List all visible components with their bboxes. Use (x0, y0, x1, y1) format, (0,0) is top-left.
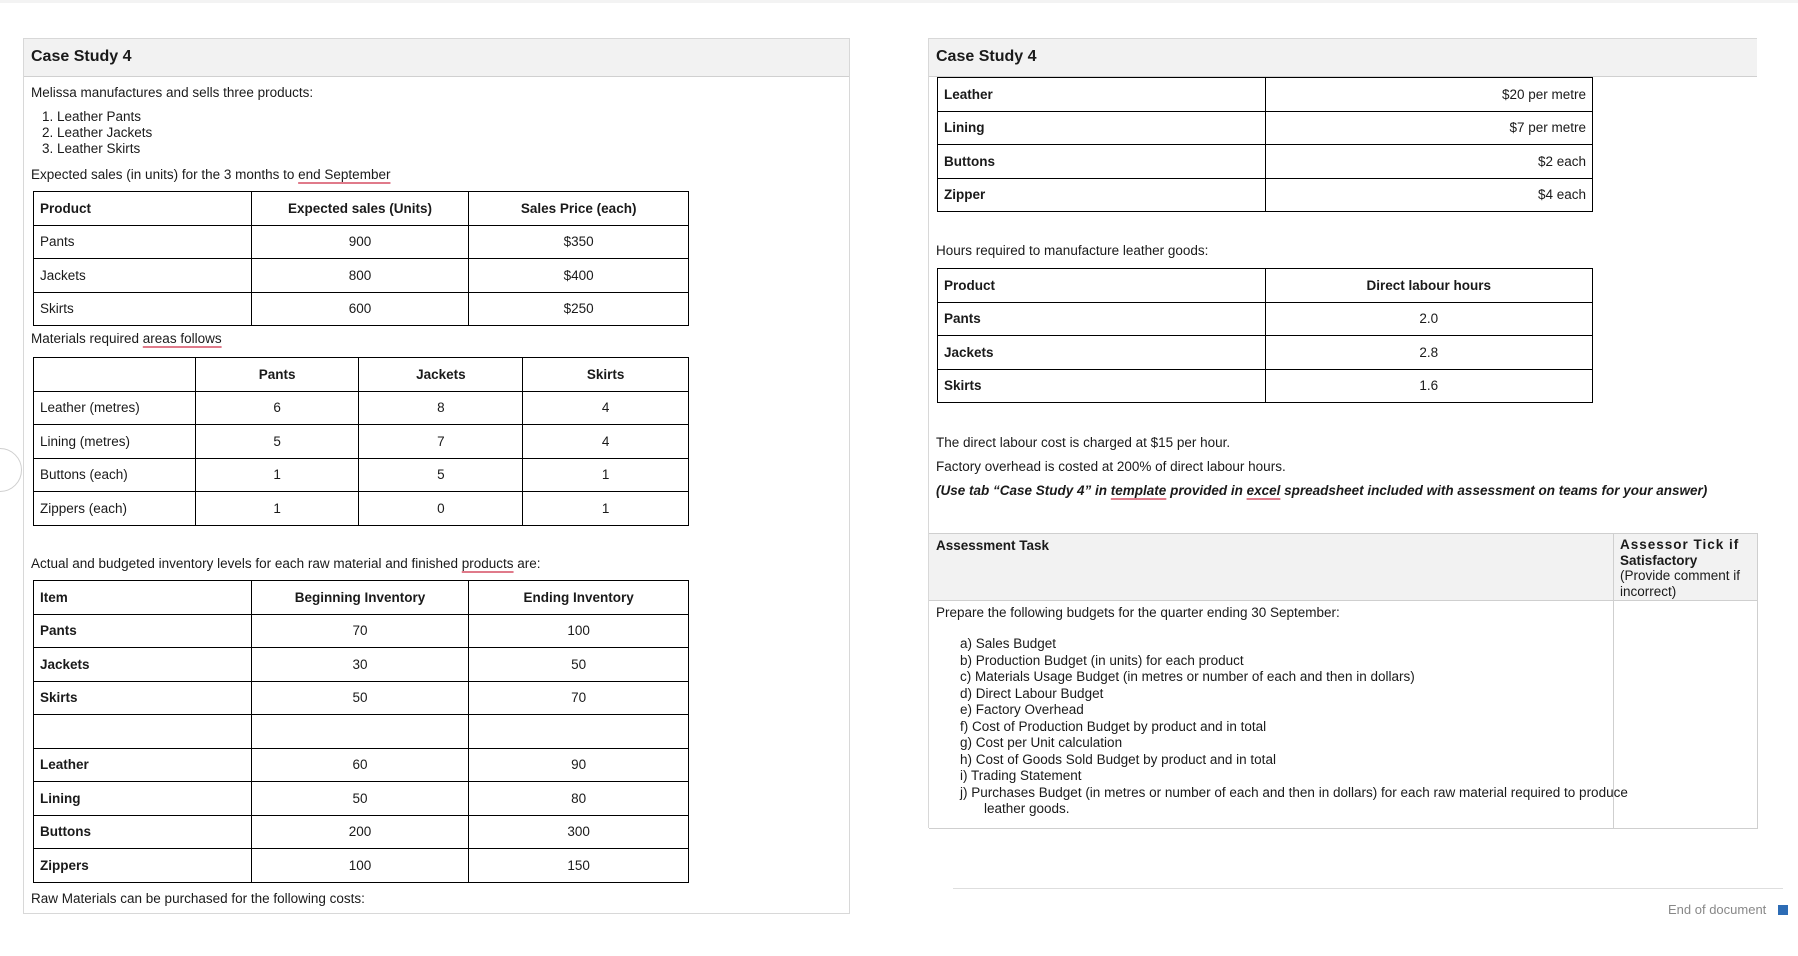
table-cell: Pants (34, 614, 252, 648)
end-divider (953, 888, 1783, 889)
sales-table (33, 191, 689, 326)
table-cell: 50 (251, 782, 469, 816)
right-page-title: Case Study 4 (929, 39, 1757, 77)
use-tab-text: provided in (1166, 483, 1247, 498)
table-row (34, 782, 689, 816)
table-row (34, 492, 689, 526)
raw-cost-table (937, 77, 1593, 212)
table-cell: 80 (469, 782, 689, 816)
table-cell: 4 (523, 425, 689, 459)
table-cell: 70 (251, 614, 469, 648)
table-cell: Buttons (34, 815, 252, 849)
table-cell: Buttons (each) (34, 458, 196, 492)
overhead-text: Factory overhead is costed at 200% of direct labour hours. (936, 459, 1286, 474)
task-item: b) Production Budget (in units) for each product (960, 652, 1244, 668)
table-cell: Zippers (each) (34, 492, 196, 526)
table-cell: Jackets (938, 336, 1266, 370)
materials-caption (31, 331, 222, 347)
table-cell: 1 (523, 458, 689, 492)
inventory-caption-underlined: products (461, 556, 514, 571)
table-cell: 100 (251, 849, 469, 883)
table-cell: Skirts (938, 369, 1266, 403)
use-tab-underlined: template (1110, 483, 1167, 498)
table-cell: Leather (938, 78, 1266, 112)
table-row (938, 78, 1593, 112)
table-cell: 2.0 (1265, 302, 1593, 336)
table-cell: 7 (359, 425, 523, 459)
sales-caption (31, 167, 390, 183)
table-row (34, 225, 689, 259)
table-row (938, 336, 1593, 370)
table-header-row (938, 269, 1593, 303)
task-item: j) Purchases Budget (in metres or number of each and then in dollars) for each raw material required to produce (960, 784, 1628, 800)
table-cell: 50 (251, 681, 469, 715)
table-header-cell: Direct labour hours (1265, 269, 1593, 303)
table-header-row (34, 192, 689, 226)
table-cell: 1 (195, 492, 359, 526)
task-item: d) Direct Labour Budget (960, 685, 1104, 701)
table-row (34, 681, 689, 715)
table-cell: 600 (251, 292, 469, 326)
table-cell: Lining (938, 111, 1266, 145)
product-list (31, 109, 152, 157)
table-cell: Skirts (34, 292, 252, 326)
task-item: i) Trading Statement (960, 768, 1082, 783)
left-page (23, 38, 850, 914)
materials-caption-underlined: areas follows (142, 331, 222, 346)
assessment-task-header: Assessment Task (936, 538, 1050, 553)
prepare-text: Prepare the following budgets for the quarter ending 30 September: (936, 605, 1340, 620)
raw-materials-caption: Raw Materials can be purchased for the following costs: (31, 891, 365, 906)
task-item: h) Cost of Goods Sold Budget by product and in total (960, 751, 1276, 767)
table-cell: 4 (523, 391, 689, 425)
table-header-cell: Beginning Inventory (251, 581, 469, 615)
table-cell: $4 each (1265, 178, 1593, 212)
labour-hours-table (937, 268, 1593, 403)
sales-caption-text: Expected sales (in units) for the 3 months to (31, 167, 299, 182)
table-cell (34, 715, 252, 749)
task-item-continued: leather goods. (984, 801, 1070, 816)
inventory-caption-text: Actual and budgeted inventory levels for each raw material and finished (31, 556, 462, 571)
table-cell: Skirts (34, 681, 252, 715)
table-cell: 900 (251, 225, 469, 259)
table-row (938, 145, 1593, 179)
top-edge (0, 0, 1798, 3)
table-header-row (34, 358, 689, 392)
table-header-cell: Sales Price (each) (469, 192, 689, 226)
assessor-header (1620, 537, 1740, 599)
table-header-cell: Product (34, 192, 252, 226)
table-cell (251, 715, 469, 749)
table-cell: $350 (469, 225, 689, 259)
table-cell: $7 per metre (1265, 111, 1593, 145)
table-cell: 8 (359, 391, 523, 425)
table-cell: Jackets (34, 259, 252, 293)
task-item: a) Sales Budget (960, 636, 1057, 651)
product-list-item: 2. Leather Jackets (57, 125, 152, 141)
table-row (938, 178, 1593, 212)
table-cell: $250 (469, 292, 689, 326)
table-row (34, 748, 689, 782)
task-list (960, 636, 1628, 818)
materials-table (33, 357, 689, 526)
materials-caption-text: Materials required (31, 331, 143, 346)
task-item: c) Materials Usage Budget (in metres or number of each and then in dollars) (960, 669, 1415, 684)
product-list-item: 3. Leather Skirts (57, 141, 152, 157)
table-cell: 2.8 (1265, 336, 1593, 370)
table-cell: 5 (195, 425, 359, 459)
assessor-line: (Provide comment if (1620, 568, 1741, 583)
table-cell: Lining (34, 782, 252, 816)
table-header-cell (34, 358, 196, 392)
table-header-cell: Product (938, 269, 1266, 303)
table-cell: Jackets (34, 648, 252, 682)
table-cell: Lining (metres) (34, 425, 196, 459)
end-of-document-label: End of document (1668, 902, 1767, 917)
table-header-cell: Jackets (359, 358, 523, 392)
right-page (928, 38, 1757, 828)
table-header-cell: Pants (195, 358, 359, 392)
table-cell: 50 (469, 648, 689, 682)
table-cell: 800 (251, 259, 469, 293)
sales-caption-underlined: end September (298, 167, 391, 182)
table-row (938, 369, 1593, 403)
table-row (34, 292, 689, 326)
table-header-cell: Item (34, 581, 252, 615)
inventory-table (33, 580, 689, 883)
table-cell: Pants (34, 225, 252, 259)
task-item: f) Cost of Production Budget by product and in total (960, 718, 1267, 734)
table-cell: 100 (469, 614, 689, 648)
table-header-row (34, 581, 689, 615)
table-cell: 90 (469, 748, 689, 782)
table-row (34, 259, 689, 293)
intro-text: Melissa manufactures and sells three products: (31, 85, 314, 100)
hours-caption: Hours required to manufacture leather goods: (936, 243, 1209, 258)
table-cell: 70 (469, 681, 689, 715)
previous-page-button[interactable] (0, 448, 22, 492)
table-cell: 1.6 (1265, 369, 1593, 403)
use-tab-instruction (936, 483, 1707, 499)
table-row (34, 614, 689, 648)
table-cell: 0 (359, 492, 523, 526)
left-page-title: Case Study 4 (24, 39, 849, 77)
table-header-cell: Skirts (523, 358, 689, 392)
table-cell: Zipper (938, 178, 1266, 212)
table-row (34, 715, 689, 749)
table-row (34, 391, 689, 425)
use-tab-underlined: excel (1246, 483, 1281, 498)
task-item: g) Cost per Unit calculation (960, 735, 1123, 750)
assessment-bottom-border (929, 828, 1758, 829)
table-row (34, 425, 689, 459)
assessor-line: incorrect) (1620, 583, 1677, 599)
table-cell: Leather (34, 748, 252, 782)
table-cell: 5 (359, 458, 523, 492)
table-row (34, 648, 689, 682)
table-cell: $20 per metre (1265, 78, 1593, 112)
table-cell: 1 (195, 458, 359, 492)
product-list-item: 1. Leather Pants (57, 109, 152, 125)
table-cell: 6 (195, 391, 359, 425)
table-row (34, 815, 689, 849)
table-header-cell: Ending Inventory (469, 581, 689, 615)
table-cell: 30 (251, 648, 469, 682)
table-cell: $400 (469, 259, 689, 293)
table-row (938, 302, 1593, 336)
table-cell: Zippers (34, 849, 252, 883)
labour-cost-text: The direct labour cost is charged at $15 per hour. (936, 435, 1231, 450)
table-cell: 200 (251, 815, 469, 849)
table-cell: 1 (523, 492, 689, 526)
assessor-line: Satisfactory (1620, 552, 1698, 568)
table-cell: 300 (469, 815, 689, 849)
use-tab-text: (Use tab “Case Study 4” in (936, 483, 1111, 498)
assessment-right-border (1757, 533, 1758, 829)
table-row (34, 458, 689, 492)
table-cell: Pants (938, 302, 1266, 336)
inventory-caption-end: are: (513, 556, 541, 571)
table-cell: 150 (469, 849, 689, 883)
use-tab-text: spreadsheet included with assessment on teams for your answer) (1280, 483, 1708, 498)
table-cell: Leather (metres) (34, 391, 196, 425)
table-cell: 60 (251, 748, 469, 782)
task-item: e) Factory Overhead (960, 702, 1084, 717)
inventory-caption (31, 556, 541, 572)
table-cell: $2 each (1265, 145, 1593, 179)
table-header-cell: Expected sales (Units) (251, 192, 469, 226)
end-marker-icon (1778, 905, 1788, 915)
assessor-line: Assessor Tick if (1620, 537, 1740, 552)
table-cell: Buttons (938, 145, 1266, 179)
table-row (34, 849, 689, 883)
table-cell (469, 715, 689, 749)
table-row (938, 111, 1593, 145)
